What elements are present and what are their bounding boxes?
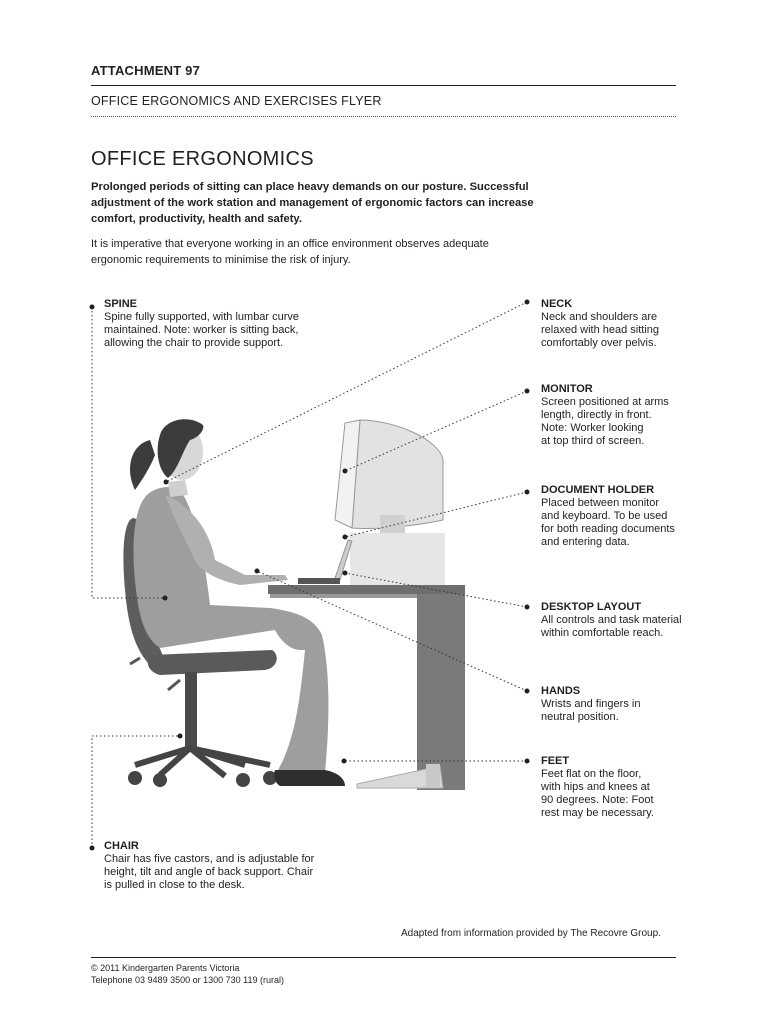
desktop-layout-callout [541, 601, 682, 640]
footer-rule [91, 957, 676, 958]
neck-callout [541, 298, 659, 350]
attachment-heading: ATTACHMENT 97 [91, 63, 201, 78]
chair-callout [104, 840, 314, 892]
hands-callout [541, 685, 640, 724]
flyer-subtitle: OFFICE ERGONOMICS AND EXERCISES FLYER [91, 94, 382, 108]
document-holder-callout [541, 484, 675, 549]
chair-heading: CHAIR [104, 840, 139, 852]
monitor-illustration [335, 420, 445, 585]
neck-text: Neck and shoulders are relaxed with head sitting comfortably over pelvis. [541, 311, 660, 349]
intro-paragraph: Prolonged periods of sitting can place heavy demands on our posture. Successful adjustment of the work station and management of ergonomic factors can increase comfort, productivity, health and safety. [91, 181, 534, 225]
document-holder-heading: DOCUMENT HOLDER [541, 484, 655, 496]
source-credit: Adapted from information provided by The Recovre Group. [401, 928, 661, 939]
footer [91, 962, 284, 986]
copyright-text: © 2011 Kindergarten Parents Victoria [91, 963, 240, 973]
document-holder-text: Placed between monitor and keyboard. To be used for both reading documents and entering data. [541, 497, 675, 548]
hands-text: Wrists and fingers in neutral position. [541, 698, 641, 723]
monitor-text: Screen positioned at arms length, directly in front. Note: Worker looking at top third of screen. [541, 396, 669, 447]
spine-heading: SPINE [104, 298, 138, 310]
desktop-layout-text: All controls and task material within comfortable reach. [541, 614, 682, 639]
monitor-callout [541, 383, 669, 448]
spine-callout [104, 298, 299, 350]
body-paragraph: It is imperative that everyone working in an office environment observes adequate ergonomic requirements to minimise the risk of injury. [91, 238, 489, 266]
feet-text: Feet flat on the floor, with hips and knees at 90 degrees. Note: Foot rest may be necessary. [541, 768, 654, 819]
monitor-heading: MONITOR [541, 383, 593, 395]
foot-rest-illustration [357, 764, 443, 788]
keyboard-illustration [298, 578, 340, 584]
seated-worker-illustration [130, 419, 345, 786]
desktop-layout-heading: DESKTOP LAYOUT [541, 601, 642, 613]
spine-text: Spine fully supported, with lumbar curve maintained. Note: worker is sitting back, allowing the chair to provide support. [104, 311, 300, 349]
neck-heading: NECK [541, 298, 573, 310]
telephone-text: Telephone 03 9489 3500 or 1300 730 119 (rural) [91, 975, 284, 985]
feet-callout [541, 755, 654, 820]
feet-heading: FEET [541, 755, 570, 767]
hands-heading: HANDS [541, 685, 581, 697]
page-title: OFFICE ERGONOMICS [91, 148, 314, 170]
chair-text: Chair has five castors, and is adjustable for height, tilt and angle of back support. Chair is pulled in close to the desk. [104, 853, 315, 891]
